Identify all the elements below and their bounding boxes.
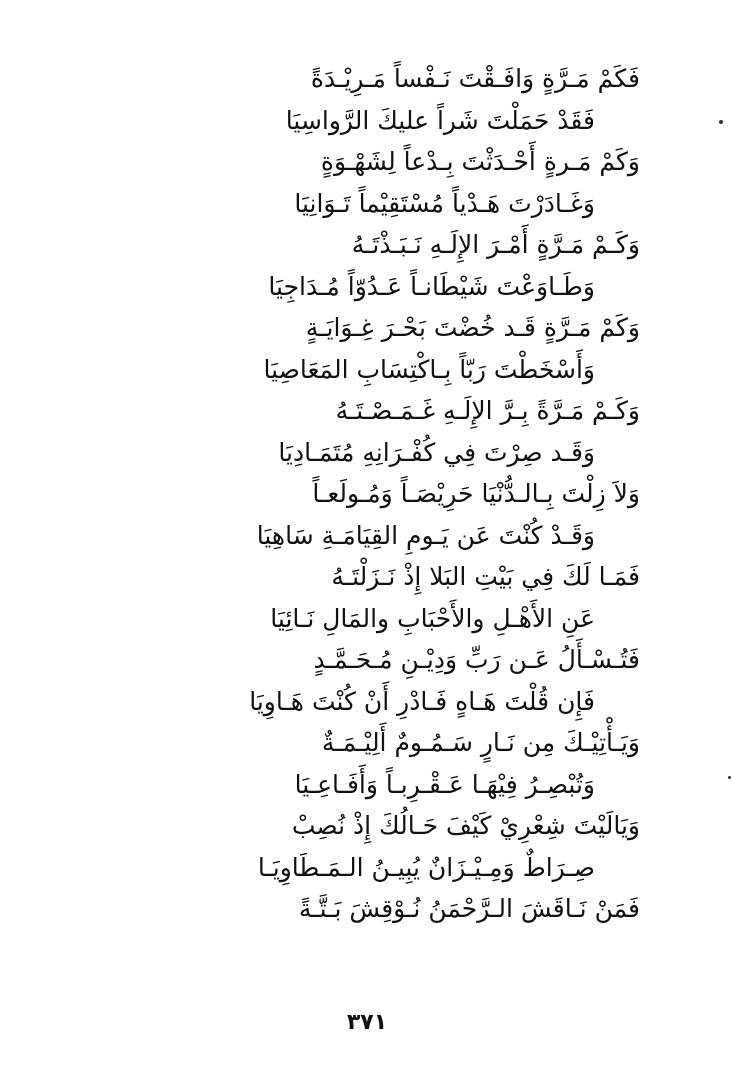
- verse-line: وَيَـأْتِيْـكَ مِن نَـارٍ سَـمُـومٌ أَلِيْـمَـةٌ: [321, 728, 640, 757]
- page-number: ٣٧١: [346, 1010, 388, 1035]
- verse-line: وَتُبْصِـرُ فِيْهَـا عَـقْـرِبـاً وَأَفَـاعِـيَا: [294, 769, 595, 799]
- verse-line: وَطَـاوَعْتَ شَيْطَانـاً عَـدُوّاً مُـدَاجِيَا: [268, 271, 595, 301]
- verse-line: وَكَـمْ مَـرَّةً بِـرَّ الإِلَـهِ غَـمَـصْـتَـهُ: [335, 396, 640, 425]
- verse-line: صِـرَاطٌ وَمِـيْـزَانٌ يُبِيـنُ الـمَـطَاوِيَـا: [257, 852, 595, 882]
- verse-line: وَقَـد صِرْتَ فِي كُفْـرَانِهِ مُتَمَـادِيَا: [278, 437, 595, 467]
- verse-line: وَغَـادَرْتَ هَـدْياً مُسْتَقِيْماً تَـوَانِيَا: [294, 188, 595, 218]
- verse-line: وَيَالَيْتَ شِعْرِيْ كَيْفَ حَـالُكَ إِذْ نُصِبْ: [291, 811, 640, 840]
- verse-line: عَنِ الأَهْـلِ والأَحْبَابِ والمَالِ نَـائِيَا: [270, 603, 595, 633]
- verse-line: فَمَـا لَكَ فِي بَيْتِ البَلا إِذْ نَـزَلْتَـهُ: [331, 562, 640, 591]
- verse-line: فَكَمْ مَـرَّةٍ وَافَـقْتَ نَـفْساً مَـرِيْـدَةً: [310, 64, 640, 93]
- scan-speck: [728, 776, 731, 779]
- verse-line: فَقَدْ حَمَلْتَ شَراً عليكَ الرَّواسِيَا: [285, 105, 595, 135]
- verse-line: فَتُـسْـأَلُ عَـن رَبِّ وَدِيْـنِ مُـحَـمَّـدٍ: [313, 645, 640, 674]
- verse-line: فَإِن قُلْتَ هَـاهٍ فَـادْرِ أَنْ كُنْتَ هَـاوِيَا: [249, 686, 595, 716]
- verse-line: وَقَـدْ كُنْتَ عَن يَـومِ القِيَامَـةِ سَاهِيَا: [256, 520, 595, 550]
- poem-verses: [80, 58, 640, 930]
- verse-line: وَكَـمْ مَـرَّةٍ أَمْـرَ الإِلَـهِ نَـبَـذْتَـهُ: [351, 230, 640, 259]
- verse-line: وَكَمْ مَـرةٍ أَحْـدَثْتَ بِـدْعاً لِشَهْـوَةٍ: [320, 147, 640, 176]
- verse-line: وَأَسْخَطْتَ رَبّاً بِـاكْتِسَابِ المَعَاصِيَا: [263, 354, 595, 384]
- scan-speck: [719, 120, 723, 124]
- verse-line: فَمَنْ نَـاقَشَ الـرَّحْمَنُ نُـوْقِشَ بَـتَّـةً: [298, 894, 640, 923]
- verse-line: وَكَمْ مَـرَّةٍ قَـد خُضْتَ بَحْـرَ غِـوَايَـةٍ: [305, 313, 640, 342]
- verse-line: وَلاَ زِلْتَ بِـالـدُّنْيَا حَرِيْصَـاً وَمُـولَعـاً: [312, 479, 640, 508]
